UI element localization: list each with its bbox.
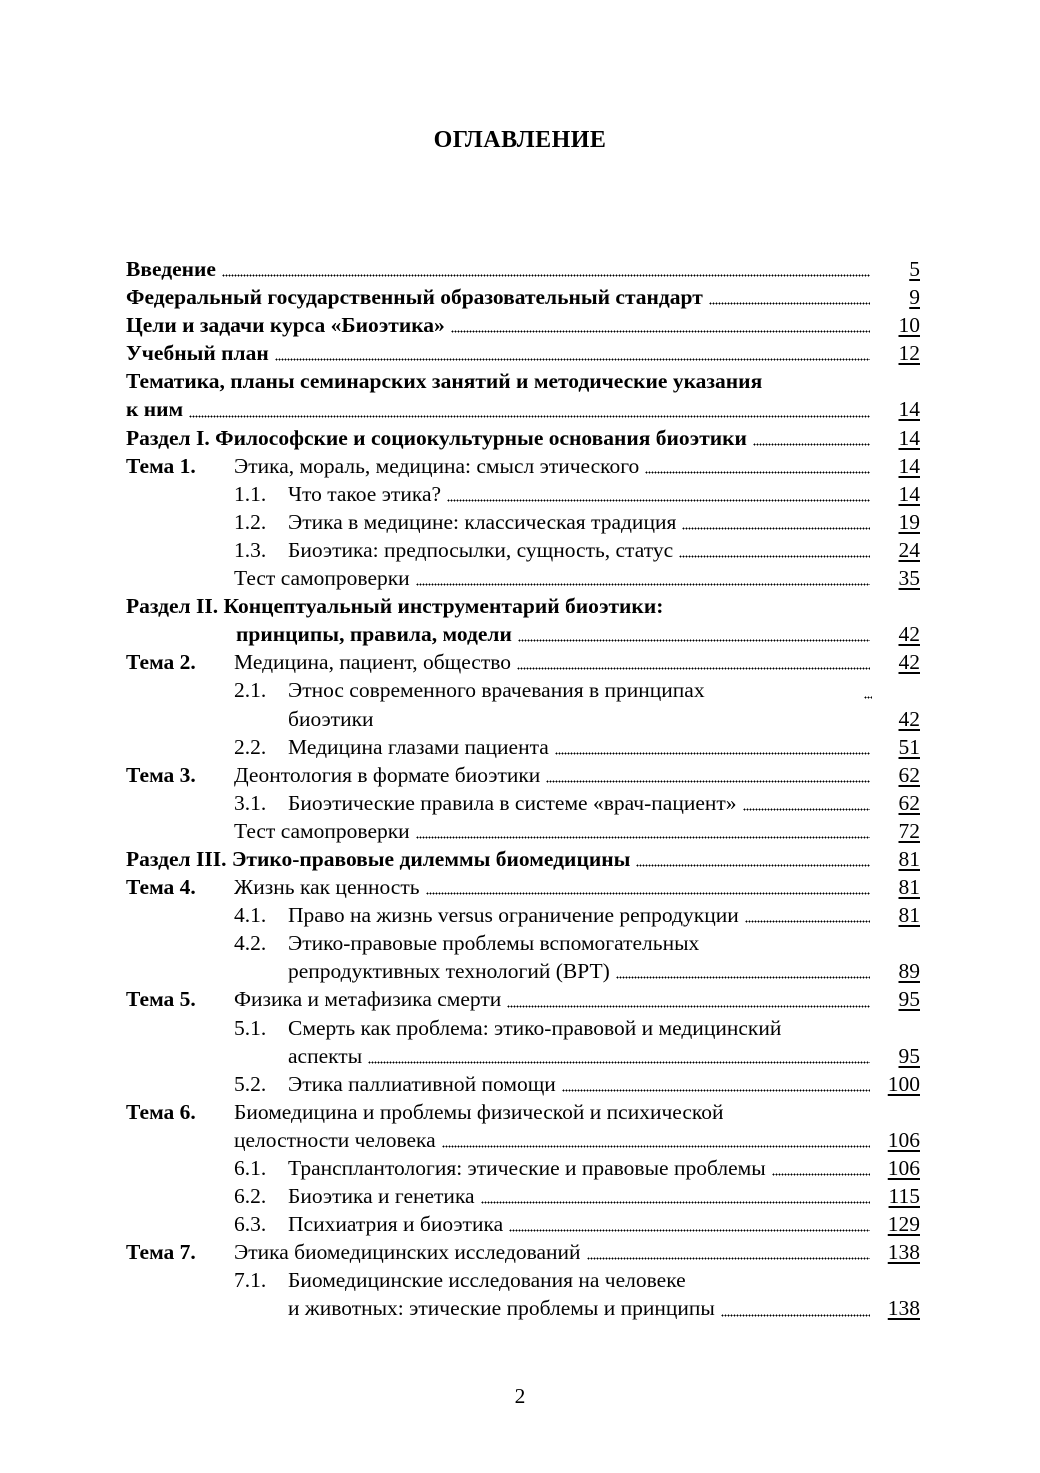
toc-entry-title: Жизнь как ценность [234, 875, 420, 900]
toc-page-link[interactable]: 62 [898, 790, 920, 815]
toc-page-link[interactable]: 72 [898, 818, 920, 843]
toc-entry [126, 733, 920, 761]
toc-entry [126, 705, 920, 733]
toc-topic-label: Тема 2. [126, 650, 196, 675]
toc-entry-title: к ним [126, 397, 184, 422]
toc-entry [126, 1070, 920, 1098]
toc-page-link[interactable]: 24 [898, 537, 920, 562]
dot-leader [368, 1061, 870, 1064]
toc-entry-title: Деонтология в формате биоэтики [234, 762, 541, 787]
toc-subsection-number: 1.1. [234, 481, 267, 506]
toc-subsection-number: 5.2. [234, 1071, 267, 1096]
toc-entry [126, 901, 920, 929]
toc-subsection-number: 2.2. [234, 734, 267, 759]
toc-entry-title: Биомедицина и проблемы физической и психической [234, 1099, 724, 1124]
dot-leader [507, 1005, 870, 1008]
dot-leader [562, 1089, 870, 1092]
toc-entry [126, 536, 920, 564]
toc-page-link[interactable]: 95 [898, 1043, 920, 1068]
dot-leader [416, 583, 870, 586]
toc-entry [126, 1098, 920, 1126]
dot-leader [743, 808, 870, 811]
toc-page-link[interactable]: 95 [898, 987, 920, 1012]
toc-subsection-number: 4.1. [234, 903, 267, 928]
toc-topic-label: Тема 3. [126, 762, 196, 787]
toc-entry [126, 1182, 920, 1210]
toc-topic-label: Тема 5. [126, 987, 196, 1012]
toc-page-link[interactable]: 106 [887, 1127, 920, 1152]
toc-entry-title: Биоэтические правила в системе «врач-пациент» [288, 790, 737, 815]
dot-leader [721, 1314, 870, 1317]
toc-entry-title: Этика паллиативной помощи [288, 1071, 556, 1096]
toc-page-link[interactable]: 14 [898, 481, 920, 506]
toc-entry [126, 1294, 920, 1322]
toc-entry [126, 676, 920, 704]
dot-leader [222, 274, 870, 277]
toc-page-link[interactable]: 62 [898, 762, 920, 787]
toc-entry-title: Учебный план [126, 341, 269, 366]
toc-entry-title: Этика биомедицинских исследований [234, 1240, 581, 1265]
page-number: 2 [514, 1384, 526, 1408]
toc-page-link[interactable]: 5 [909, 257, 920, 281]
toc-entry [126, 424, 920, 452]
toc-entry-title: Право на жизнь versus ограничение репродукции [288, 903, 739, 928]
toc-entry-title: Смерть как проблема: этико-правовой и медицинский [288, 1015, 782, 1040]
dot-leader [555, 752, 870, 755]
dot-leader [753, 443, 870, 446]
toc-subsection-number: 6.3. [234, 1212, 267, 1237]
toc-entry [126, 957, 920, 985]
dot-leader [546, 780, 870, 783]
toc-entry [126, 620, 920, 648]
toc-topic-label: Тема 4. [126, 875, 196, 900]
toc-entry-title: Этика в медицине: классическая традиция [288, 509, 677, 534]
toc-entry-title: Что такое этика? [288, 481, 442, 506]
toc-subsection-number: 6.1. [234, 1156, 267, 1180]
toc-subsection-number: 4.2. [234, 931, 267, 956]
dot-leader [709, 302, 870, 305]
toc-page-link[interactable]: 106 [887, 1156, 920, 1180]
toc-entry-title: Цели и задачи курса «Биоэтика» [126, 313, 445, 338]
toc-topic-label: Тема 1. [126, 453, 196, 478]
toc-entry [126, 1014, 920, 1042]
toc-page-link[interactable]: 138 [887, 1240, 920, 1265]
toc-entry [126, 761, 920, 789]
toc-entry-title: Физика и метафизика смерти [234, 987, 502, 1012]
toc-page-link[interactable]: 14 [898, 397, 920, 422]
toc-entry [126, 283, 920, 311]
dot-leader [864, 696, 872, 699]
dot-leader [518, 639, 870, 642]
toc-page-link[interactable]: 129 [887, 1212, 920, 1237]
toc-entry [126, 255, 920, 283]
table-of-contents [126, 255, 920, 1323]
toc-entry [126, 1210, 920, 1238]
dot-leader [679, 555, 870, 558]
toc-entry [126, 845, 920, 873]
toc-topic-label: Тема 6. [126, 1099, 196, 1124]
dot-leader [426, 892, 870, 895]
page-title: ОГЛАВЛЕНИЕ [433, 127, 607, 153]
dot-leader [745, 920, 870, 923]
toc-subsection-number: 6.2. [234, 1184, 267, 1209]
toc-page-link[interactable]: 10 [898, 313, 920, 338]
toc-page-link[interactable]: 19 [898, 509, 920, 534]
toc-entry-title: биоэтики [288, 706, 374, 731]
toc-page-link[interactable]: 12 [898, 341, 920, 366]
toc-entry-title: репродуктивных технологий (ВРТ) [288, 959, 610, 984]
toc-entry-title: Тест самопроверки [234, 566, 410, 591]
toc-subsection-number: 3.1. [234, 790, 267, 815]
toc-entry [126, 1266, 920, 1294]
dot-leader [517, 667, 870, 670]
toc-entry [126, 929, 920, 957]
toc-entry-title: Медицина глазами пациента [288, 734, 549, 759]
dot-leader [645, 471, 870, 474]
toc-entry [126, 339, 920, 367]
dot-leader [616, 976, 870, 979]
toc-entry-title: Раздел I. Философские и социокультурные основания биоэтики [126, 425, 747, 450]
toc-page-link[interactable]: 100 [887, 1071, 920, 1096]
toc-topic-label: Тема 7. [126, 1240, 196, 1265]
toc-entry [126, 564, 920, 592]
toc-entry [126, 1154, 920, 1182]
toc-entry-title: целостности человека [234, 1127, 436, 1152]
toc-page-link[interactable]: 115 [888, 1184, 920, 1209]
toc-page-link[interactable]: 138 [887, 1296, 920, 1321]
dot-leader [275, 358, 870, 361]
toc-entry [126, 508, 920, 536]
toc-entry-title: Раздел II. Концептуальный инструментарий биоэтики: [126, 594, 664, 619]
toc-entry [126, 985, 920, 1013]
toc-subsection-number: 2.1. [234, 678, 267, 703]
toc-entry-title: Тест самопроверки [234, 818, 410, 843]
dot-leader [772, 1173, 870, 1176]
dot-leader [587, 1257, 870, 1260]
toc-entry-title: Биоэтика и генетика [288, 1184, 475, 1209]
toc-page-link[interactable]: 42 [898, 706, 920, 731]
toc-page-link[interactable]: 81 [898, 846, 920, 871]
toc-entry [126, 480, 920, 508]
dot-leader [636, 864, 870, 867]
toc-entry-title: Тематика, планы семинарских занятий и методические указания [126, 369, 763, 394]
toc-entry-title: и животных: этические проблемы и принципы [288, 1296, 715, 1321]
toc-entry-title: Биоэтика: предпосылки, сущность, статус [288, 537, 674, 562]
toc-entry-title: Биомедицинские исследования на человеке [288, 1268, 686, 1293]
dot-leader [416, 836, 870, 839]
toc-entry-title: Этнос современного врачевания в принципах [288, 678, 705, 703]
toc-entry-title: принципы, правила, модели [236, 622, 512, 647]
toc-entry-title: аспекты [288, 1043, 363, 1068]
toc-page-link[interactable]: 42 [898, 650, 920, 675]
toc-entry [126, 648, 920, 676]
toc-page-link[interactable]: 51 [898, 734, 920, 759]
toc-page-link[interactable]: 14 [898, 425, 920, 450]
toc-entry-title: Раздел III. Этико-правовые дилеммы биомедицины [126, 846, 631, 871]
toc-page-link[interactable]: 81 [898, 903, 920, 928]
toc-entry [126, 452, 920, 480]
toc-entry [126, 1238, 920, 1266]
dot-leader [189, 415, 870, 418]
toc-entry-title: Психиатрия и биоэтика [288, 1212, 504, 1237]
toc-entry-title: Этика, мораль, медицина: смысл этического [234, 453, 640, 478]
dot-leader [682, 527, 870, 530]
dot-leader [447, 499, 870, 502]
toc-subsection-number: 1.2. [234, 509, 267, 534]
toc-entry-title: Медицина, пациент, общество [234, 650, 512, 675]
toc-entry-title: Введение [126, 257, 216, 281]
toc-page-link[interactable]: 42 [898, 622, 920, 647]
toc-page-link[interactable]: 81 [898, 875, 920, 900]
toc-entry-title: Этико-правовые проблемы вспомогательных [288, 931, 700, 956]
toc-page-link[interactable]: 35 [898, 566, 920, 591]
toc-entry [126, 367, 920, 395]
toc-entry [126, 311, 920, 339]
toc-entry [126, 395, 920, 423]
dot-leader [442, 1145, 870, 1148]
toc-subsection-number: 7.1. [234, 1268, 267, 1293]
toc-entry [126, 873, 920, 901]
toc-subsection-number: 5.1. [234, 1015, 267, 1040]
toc-entry [126, 592, 920, 620]
dot-leader [451, 330, 870, 333]
dot-leader [481, 1201, 870, 1204]
toc-page-link[interactable]: 89 [898, 959, 920, 984]
toc-entry [126, 789, 920, 817]
toc-entry [126, 1126, 920, 1154]
dot-leader [509, 1229, 870, 1232]
toc-page-link[interactable]: 9 [909, 285, 920, 310]
toc-entry [126, 817, 920, 845]
toc-entry-title: Федеральный государственный образовательный стандарт [126, 285, 703, 310]
toc-entry [126, 1042, 920, 1070]
toc-subsection-number: 1.3. [234, 537, 267, 562]
toc-entry-title: Трансплантология: этические и правовые проблемы [288, 1156, 766, 1180]
toc-page-link[interactable]: 14 [898, 453, 920, 478]
